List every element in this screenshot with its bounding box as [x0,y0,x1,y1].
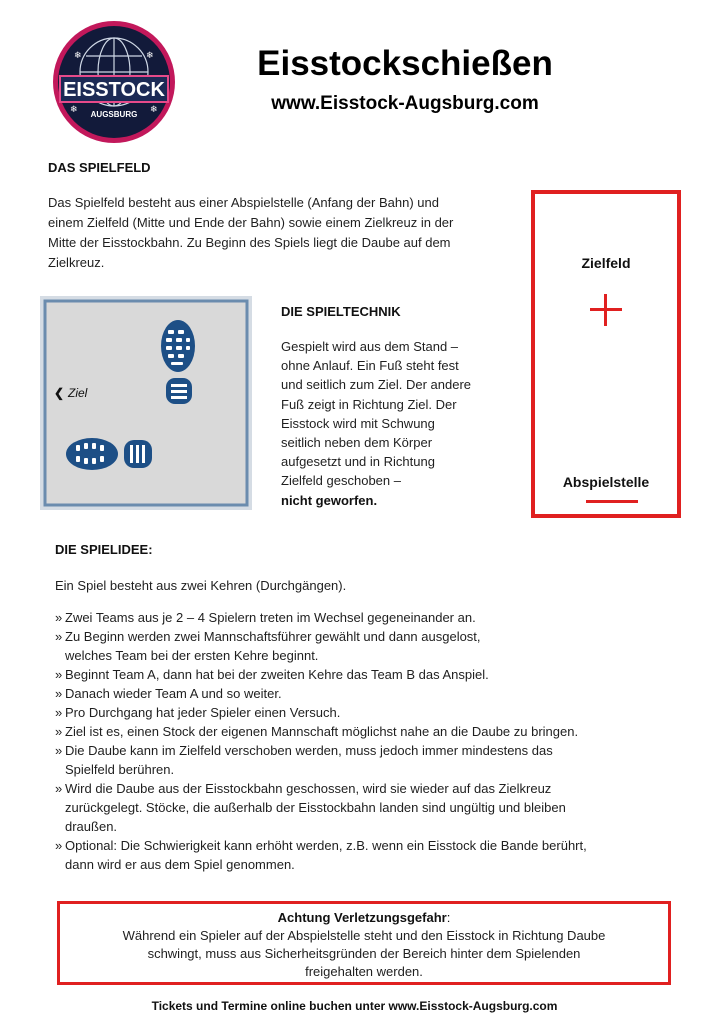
warning-box [57,901,671,985]
spielfeld-line: Zielkreuz. [48,255,105,270]
svg-text:❄: ❄ [70,105,78,115]
list-item: » Beginnt Team A, dann hat bei der zweiten Kehre das Team B das Anspiel. [55,665,695,684]
abspielstelle-label: Abspielstelle [562,474,650,490]
footprints-image [40,296,252,510]
spielfeld-heading: DAS SPIELFELD [48,160,151,175]
spieltechnik-line: und seitlich zum Ziel. Der andere [281,377,472,393]
spieltechnik-line: Zielfeld geschoben – [281,473,401,489]
svg-text:❄: ❄ [74,51,82,61]
spieltechnik-line: seitlich neben dem Körper [281,435,433,451]
list-item: » Zu Beginn werden zwei Mannschaftsführer gewählt und dann ausgelost, welches Team bei der ersten Kehre beginnt. [55,627,695,665]
list-item: » Ziel ist es, einen Stock der eigenen Mannschaft möglichst nahe an die Daube zu bringen. [55,722,695,741]
svg-text:❄: ❄ [146,51,154,61]
field-diagram [531,190,681,518]
spielidee-intro: Ein Spiel besteht aus zwei Kehren (Durchgängen). [55,578,347,593]
warning-line: freigehalten werden. [305,964,423,979]
spieltechnik-line: aufgesetzt und in Richtung [281,454,435,470]
spielfeld-line: Das Spielfeld besteht aus einer Abspielstelle (Anfang der Bahn) und [48,195,439,210]
page-title: Eisstockschießen [257,44,553,83]
list-item: » Danach wieder Team A und so weiter. [55,684,695,703]
spielidee-list [55,608,695,874]
spieltechnik-line: Eisstock wird mit Schwung [281,415,435,431]
spieltechnik-line: Gespielt wird aus dem Stand – [281,339,459,354]
spieltechnik-line: ohne Anlauf. Ein Fuß steht fest [281,358,459,374]
spielidee-heading: DIE SPIELIDEE: [55,542,153,557]
warning-title: Achtung Verletzungsgefahr: [277,910,451,925]
warning-line: schwingt, muss aus Sicherheitsgründen der Bereich hinter dem Spielenden [147,946,581,961]
abspielstelle-line [586,500,638,503]
zielkreuz-icon [588,292,624,328]
zielfeld-label: Zielfeld [581,255,631,271]
logo-sub-text: AUGSBURG [90,110,138,119]
spielfeld-text [48,193,523,273]
logo-main-text: EISSTOCK [63,79,165,101]
ziel-arrow-icon: ❮ [54,386,65,400]
spieltechnik-emphasis: nicht geworfen. [281,492,378,508]
list-item: » Die Daube kann im Zielfeld verschoben werden, muss jedoch immer mindestens das Spielfeld berühren. [55,741,695,779]
list-item: » Optional: Die Schwierigkeit kann erhöht werden, z.B. wenn ein Eisstock die Bande berührt, dann wird er aus dem Spiel genommen. [55,836,695,874]
spieltechnik-heading: DIE SPIELTECHNIK [281,304,401,319]
eisstock-logo-icon [52,20,176,144]
ziel-label: Ziel [68,386,88,400]
spielfeld-line: Mitte der Eisstockbahn. Zu Beginn des Spiels liegt die Daube auf dem [48,235,451,250]
website-link[interactable]: www.Eisstock-Augsburg.com [271,93,539,114]
spielfeld-line: einem Zielfeld (Mitte und Ende der Bahn) sowie einem Zielkreuz in der [48,215,454,230]
footer-text: Tickets und Termine online buchen unter www.Eisstock-Augsburg.com [151,999,558,1013]
spieltechnik-line: Fuß zeigt in Richtung Ziel. Der [281,396,457,412]
list-item: » Zwei Teams aus je 2 – 4 Spielern treten im Wechsel gegeneinander an. [55,608,695,627]
spieltechnik-text [281,337,511,510]
svg-text:❄: ❄ [150,105,158,115]
list-item: » Pro Durchgang hat jeder Spieler einen Versuch. [55,703,695,722]
list-item: » Wird die Daube aus der Eisstockbahn geschossen, wird sie wieder auf das Zielkreuz zurückgelegt. Stöcke, die außerhalb der Eisstockbahn landen sind ungültig und bleiben draußen. [55,779,695,836]
warning-line: Während ein Spieler auf der Abspielstelle steht und den Eisstock in Richtung Daube [122,928,606,943]
